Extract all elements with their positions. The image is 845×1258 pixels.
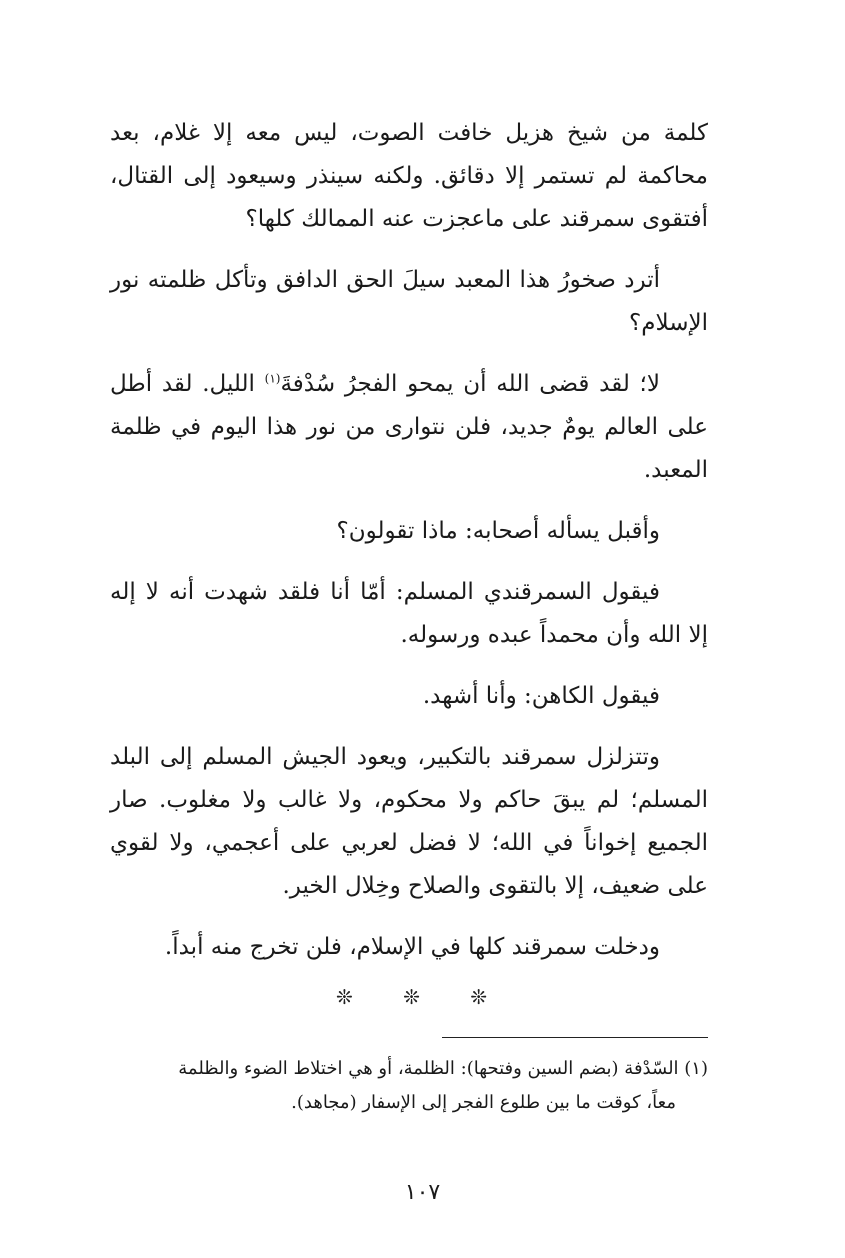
paragraph-3 [110,363,708,492]
footnote-line-1: (١) السّدْفة (بضم السين وفتحها): الظلمة، أو هي اختلاط الضوء والظلمة [178,1058,708,1079]
footnote [110,1052,708,1120]
paragraph-6: فيقول الكاهن: وأنا أشهد. [422,683,660,709]
footnote-line-2: معاً، كوقت ما بين طلوع الفجر إلى الإسفار (مجاهد). [291,1092,676,1113]
paragraph-7: وتتزلزل سمرقند بالتكبير، ويعود الجيش المسلم إلى البلد المسلم؛ لم يبقَ حاكم ولا محكوم، ولا غالب ولا مغلوب. صار الجميع إخواناً في الله؛ لا فضل لعربي على أعجمي، ولا لقوي على ضعيف، إلا بالتقوى والصلاح وخِلال الخير. [110,744,708,899]
paragraph-3-end: الليل. لقد أطل على العالم يومٌ جديد، فلن نتوارى من نور هذا اليوم في ظلمة المعبد. [110,371,708,483]
footnote-reference[interactable]: (١) [264,371,281,386]
footnote-divider [442,1037,708,1038]
page-number: ١٠٧ [404,1180,441,1205]
paragraph-1: كلمة من شيخ هزيل خافت الصوت، ليس معه إلا غلام، بعد محاكمة لم تستمر إلا دقائق. ولكنه سينذر وسيعود إلى القتال، أفتقوى سمرقند على ماعجزت عنه الممالك كلها؟ [110,120,708,232]
paragraph-3-start: لا؛ لقد قضى الله أن يمحو الفجرُ سُدْفةَ [280,371,660,397]
paragraph-2: أترد صخورُ هذا المعبد سيلَ الحق الدافق وتأكل ظلمته نور الإسلام؟ [110,267,708,336]
paragraph-4: وأقبل يسأله أصحابه: ماذا تقولون؟ [336,518,660,544]
paragraph-5: فيقول السمرقندي المسلم: أمّا أنا فلقد شهدت أنه لا إله إلا الله وأن محمداً عبده ورسوله. [110,579,708,648]
page-body [110,112,708,987]
section-separator-stars: ❊ ❊ ❊ [336,985,509,1009]
paragraph-8: ودخلت سمرقند كلها في الإسلام، فلن تخرج منه أبداً. [164,934,660,960]
